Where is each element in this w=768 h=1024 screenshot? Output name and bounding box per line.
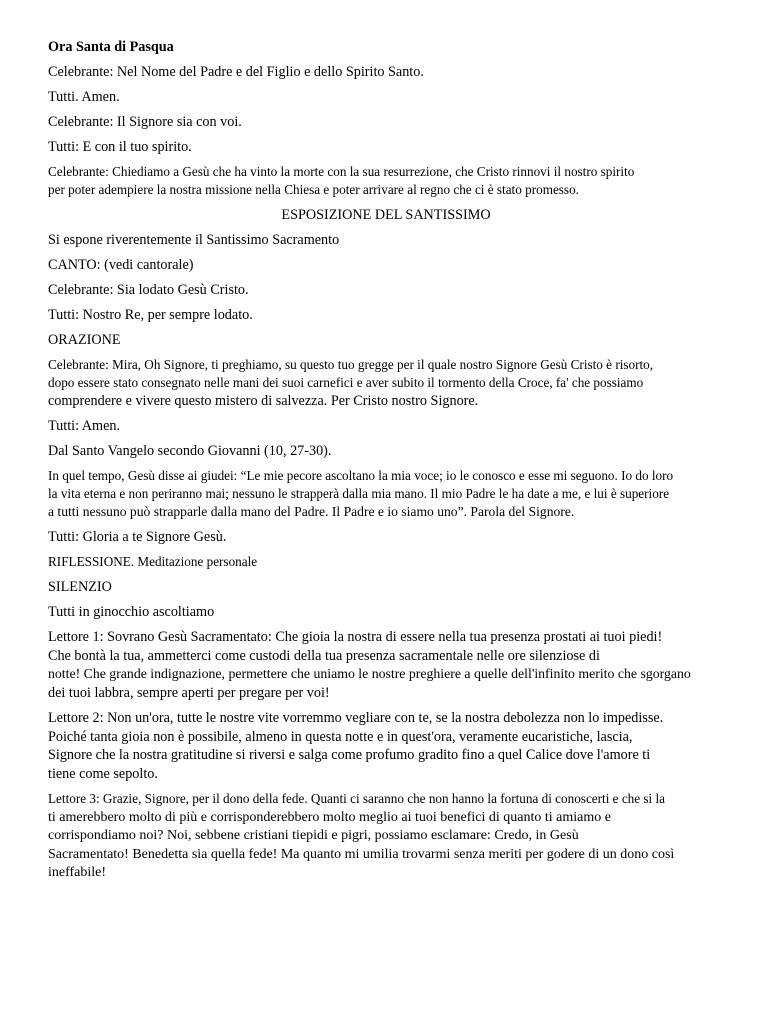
text-line: la vita eterna e non periranno mai; nessuno le strapperà dalla mia mano. Il mio Padre le ha date a me, e lui è superiore bbox=[48, 486, 670, 501]
paragraph-riflessione bbox=[48, 553, 768, 571]
paragraph-orazione bbox=[48, 356, 768, 410]
text-line: ti amerebbero molto di più e corrisponderebbero molto meglio ai tuoi benefici di quanto ti amiamo e bbox=[48, 809, 611, 825]
text-line: comprendere e vivere questo mistero di salvezza. Per Cristo nostro Signore. bbox=[48, 393, 479, 409]
text-line: Tutti: Nostro Re, per sempre lodato. bbox=[48, 307, 253, 323]
text-line: SILENZIO bbox=[48, 579, 112, 595]
document-title: Ora Santa di Pasqua bbox=[48, 39, 174, 55]
paragraph-canto bbox=[48, 256, 768, 274]
text-line: corrispondiamo noi? Noi, sebbene cristiani tiepidi e pigri, possiamo esclamare: Credo, in Gesù bbox=[48, 828, 579, 843]
section-heading-silenzio bbox=[48, 578, 768, 596]
text-line: Tutti: Amen. bbox=[48, 418, 121, 434]
text-line: ORAZIONE bbox=[48, 332, 121, 348]
text-line: Lettore 2: Non un'ora, tutte le nostre vite vorremmo vegliare con te, se la nostra debolezza non lo impedisse. bbox=[48, 710, 664, 726]
text-line: Tutti. Amen. bbox=[48, 89, 120, 105]
text-line: ESPOSIZIONE DEL SANTISSIMO bbox=[281, 207, 491, 223]
paragraph-vangelo bbox=[48, 467, 768, 521]
text-line: dopo essere stato consegnato nelle mani dei suoi carnefici e aver subito il tormento della Croce, fa' che possiamo bbox=[48, 375, 644, 390]
paragraph-lettore-2 bbox=[48, 709, 768, 783]
paragraph-tutti-2 bbox=[48, 138, 768, 156]
paragraph-tutti-4 bbox=[48, 417, 768, 435]
section-heading-esposizione bbox=[26, 206, 746, 224]
text-line: tiene come sepolto. bbox=[48, 765, 158, 782]
paragraph-lettore-3 bbox=[48, 790, 768, 883]
document-page bbox=[48, 38, 768, 890]
paragraph-tutti-3 bbox=[48, 306, 768, 324]
text-line: Tutti: E con il tuo spirito. bbox=[48, 139, 192, 155]
text-line: Dal Santo Vangelo secondo Giovanni (10, 27-30). bbox=[48, 443, 332, 459]
text-line: Celebrante: Nel Nome del Padre e del Figlio e dello Spirito Santo. bbox=[48, 64, 424, 80]
text-line: Celebrante: Chiediamo a Gesù che ha vinto la morte con la sua resurrezione, che Cristo rinnovi il nostro spirito bbox=[48, 164, 635, 179]
text-line: CANTO: (vedi cantorale) bbox=[48, 257, 194, 273]
section-heading-orazione bbox=[48, 331, 768, 349]
paragraph-tutti-1 bbox=[48, 88, 768, 106]
text-line: Celebrante: Mira, Oh Signore, ti preghiamo, su questo tuo gregge per il quale nostro Signore Gesù Cristo è risorto, bbox=[48, 357, 654, 372]
text-line: In quel tempo, Gesù disse ai giudei: “Le mie pecore ascoltano la mia voce; io le conosco e esse mi seguono. Io do loro bbox=[48, 468, 674, 483]
text-line: Tutti: Gloria a te Signore Gesù. bbox=[48, 529, 227, 545]
text-line: Che bontà la tua, ammetterci come custodi della tua presenza sacramentale nelle ore silenziose di bbox=[48, 647, 600, 664]
paragraph-celebrante-4 bbox=[48, 281, 768, 299]
text-line: per poter adempiere la nostra missione nella Chiesa e poter arrivare al regno che ci è stato promesso. bbox=[48, 182, 579, 197]
text-line: Lettore 1: Sovrano Gesù Sacramentato: Che gioia la nostra di essere nella tua presenza prostati ai tuoi piedi! bbox=[48, 629, 663, 645]
text-line: ineffabile! bbox=[48, 865, 107, 880]
text-line: Si espone riverentemente il Santissimo Sacramento bbox=[48, 232, 340, 248]
paragraph-celebrante-1 bbox=[48, 63, 768, 81]
text-line: Lettore 3: Grazie, Signore, per il dono della fede. Quanti ci saranno che non hanno la fortuna di conoscerti e che si la bbox=[48, 791, 666, 806]
paragraph-lettore-1 bbox=[48, 628, 768, 702]
paragraph-celebrante-3 bbox=[48, 163, 768, 199]
paragraph-esposizione bbox=[48, 231, 768, 249]
text-line: Poiché tanta gioia non è possibile, almeno in questa notte e in quest'ora, veramente eucaristiche, lascia, bbox=[48, 728, 633, 745]
text-line: a tutti nessuno può strapparle dalla mano del Padre. Il Padre e io siamo uno”. Parola del Signore. bbox=[48, 504, 575, 519]
text-line: Celebrante: Sia lodato Gesù Cristo. bbox=[48, 282, 249, 298]
paragraph-ascoltiamo bbox=[48, 603, 768, 621]
text-line: Tutti in ginocchio ascoltiamo bbox=[48, 604, 215, 620]
text-line: Signore che la nostra gratitudine si riversi e salga come profumo gradito fino a quel Calice dove l'amore ti bbox=[48, 747, 651, 763]
text-line: RIFLESSIONE. Meditazione personale bbox=[48, 554, 258, 569]
text-line: dei tuoi labbra, sempre aperti per pregare per voi! bbox=[48, 684, 330, 701]
text-line: Celebrante: Il Signore sia con voi. bbox=[48, 114, 242, 130]
paragraph-vangelo-intro bbox=[48, 442, 768, 460]
text-line: notte! Che grande indignazione, permettere che uniamo le nostre preghiere a quelle dell'infinito merito che sgorgano bbox=[48, 666, 691, 681]
text-line: Sacramentato! Benedetta sia quella fede! Ma quanto mi umilia trovarmi senza meriti per godere di un dono così bbox=[48, 846, 675, 862]
paragraph-tutti-5 bbox=[48, 528, 768, 546]
paragraph-celebrante-2 bbox=[48, 113, 768, 131]
